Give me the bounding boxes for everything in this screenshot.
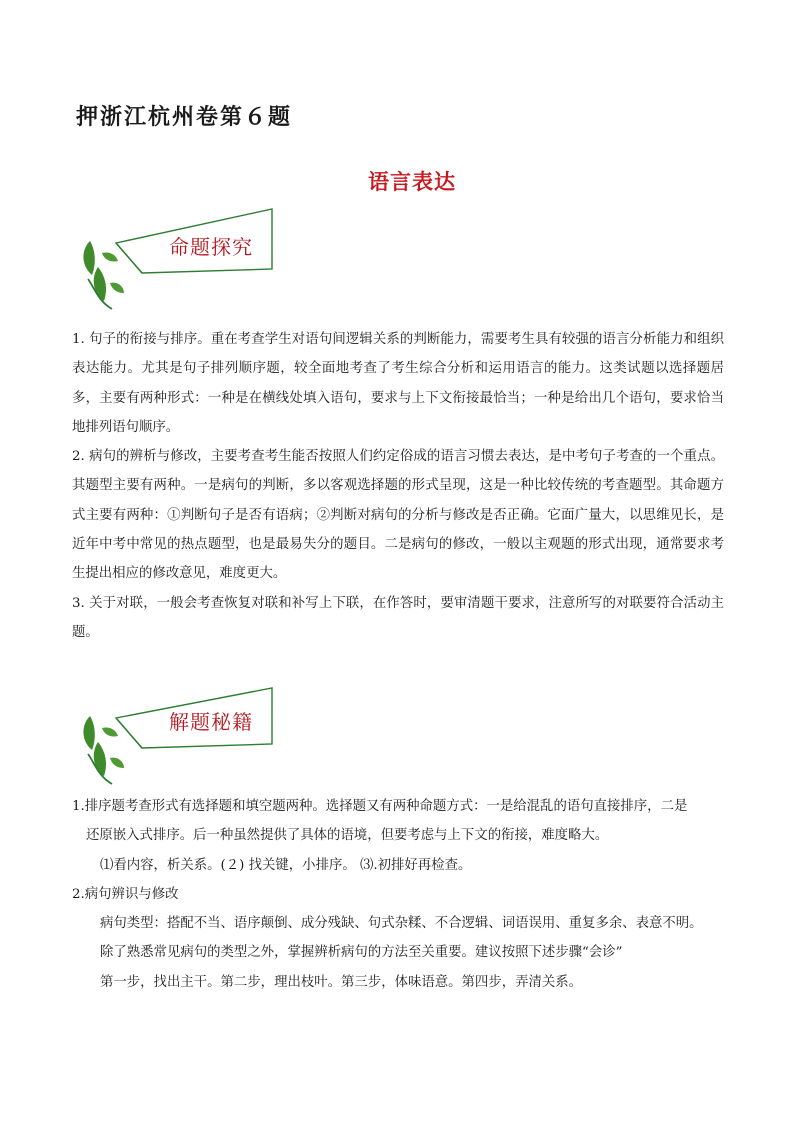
banner-label: 解题秘籍 [169, 710, 253, 734]
leaf-decoration-icon [83, 241, 124, 309]
list-item: 2.病句辨识与修改 [72, 886, 179, 902]
banner-frame-icon [76, 682, 286, 792]
paragraph: 1. 句子的衔接与排序。重在考查学生对语句间逻辑关系的判断能力，需要考生具有较强的语言分析能力和组织表达能力。尤其是句子排列顺序题，较全面地考查了考生综合分析和运用语言的能力。这类试题以选择题居多，主要有两种形式：一种是在横线处填入语句，要求与上下文衔接最恰当；一种是给出几个语句，要求恰当地排列语句顺序。 [72, 332, 724, 435]
banner-frame-icon [76, 205, 286, 315]
banner-proposition-research [76, 205, 286, 315]
list-item-steps: ⑴看内容，析关系。(２) 找关键，小排序。 ⑶.初排好再检查。 [100, 857, 472, 873]
section-subtitle: 语言表达 [368, 169, 456, 194]
list-item-types: 病句类型：搭配不当、语序颠倒、成分残缺、句式杂糅、不合逻辑、词语误用、重复多余、表意不明。 [100, 916, 703, 932]
banner-label: 命题探究 [169, 235, 253, 259]
paragraph: 3. 关于对联，一般会考查恢复对联和补写上下联，在作答时，要审清题干要求，注意所写的对联要符合活动主题。 [72, 595, 724, 640]
solution-body [72, 792, 728, 997]
list-item-continuation: 还原嵌入式排序。后一种虽然提供了具体的语境，但要考虑与上下文的衔接，难度略大。 [86, 828, 609, 844]
proposition-body [72, 325, 724, 647]
page-title: 押浙江杭州卷第６题 [76, 104, 293, 130]
leaf-decoration-icon [83, 716, 124, 784]
banner-solution-tips [76, 682, 286, 792]
list-item-steps: 第一步，找出主干。第二步，理出枝叶。第三步，体味语意。第四步，弄清关系。 [100, 974, 583, 990]
list-item: 1.排序题考查形式有选择题和填空题两种。选择题又有两种命题方式：一是给混乱的语句直接排序，二是 [72, 799, 688, 814]
list-item-note: 除了熟悉常见病句的类型之外，掌握辨析病句的方法至关重要。建议按照下述步骤“会诊” [100, 945, 623, 961]
paragraph: 2. 病句的辨析与修改，主要考查考生能否按照人们约定俗成的语言习惯去表达，是中考句子考查的一个重点。其题型主要有两种。一是病句的判断，多以客观选择题的形式呈现，这是一种比较传统的考查题型。其命题方式主要有两种：①判断句子是否有语病；②判断对病句的分析与修改是否正确。它面广量大，以思维见长，是近年中考中常见的热点题型，也是最易失分的题目。二是病句的修改，一般以主观题的形式出现，通常要求考生提出相应的修改意见，难度更大。 [72, 449, 724, 582]
